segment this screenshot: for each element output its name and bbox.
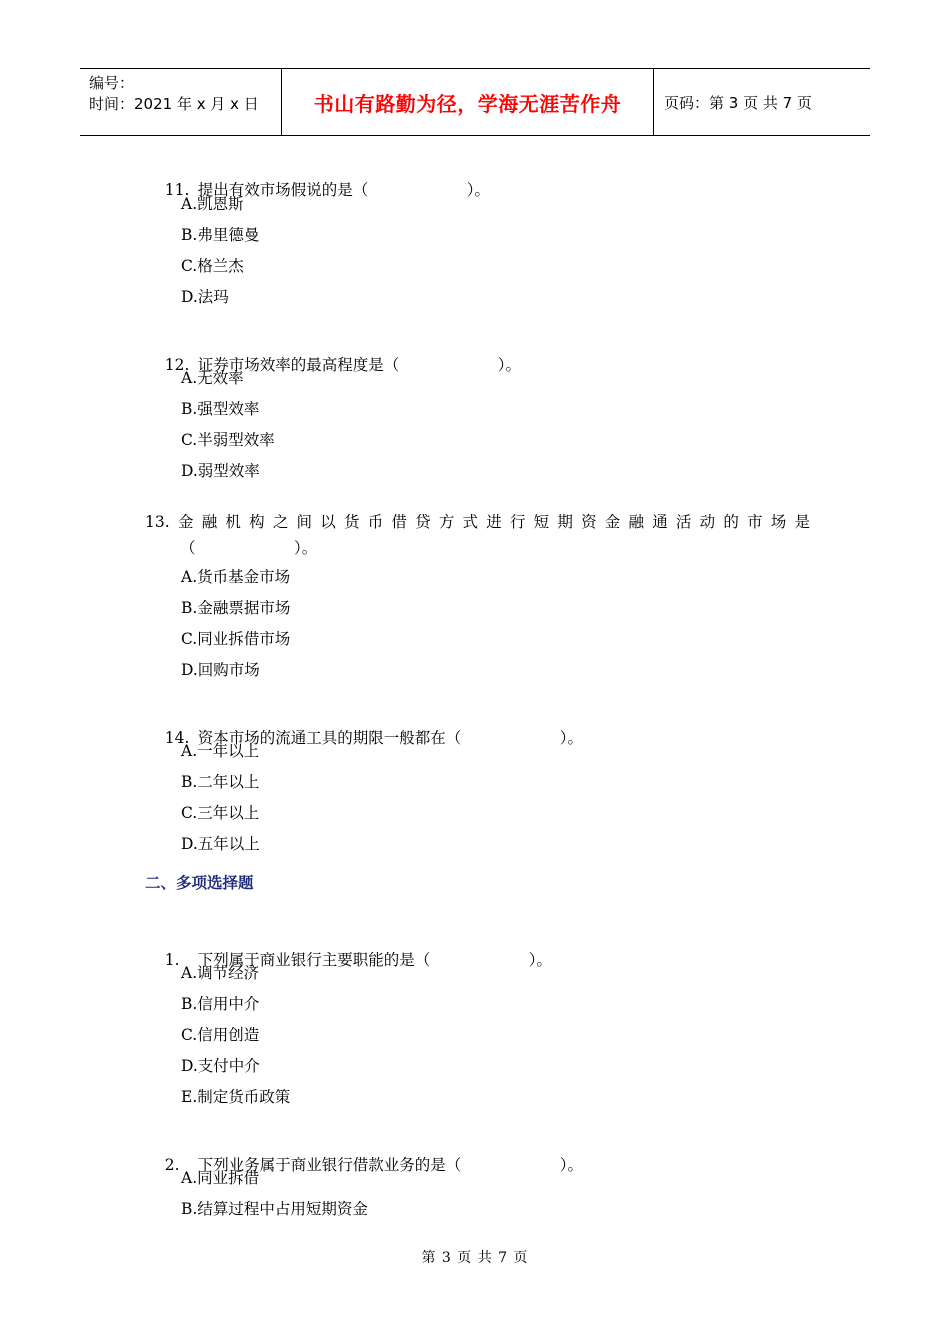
option: B.信用中介 <box>181 995 260 1013</box>
option: B.金融票据市场 <box>181 599 291 617</box>
option: A.同业拆借 <box>181 1169 260 1187</box>
question-text: 金融机构之间以货币借贷方式进行短期资金融通活动的市场是 <box>178 513 810 531</box>
option: A.调节经济 <box>181 964 260 982</box>
option: C.同业拆借市场 <box>181 630 291 648</box>
option: B.二年以上 <box>181 773 260 791</box>
question-number: 14. <box>164 729 190 747</box>
question-13 <box>145 509 810 561</box>
question-text: 下列属于商业银行主要职能的是（ ）。 <box>197 951 553 969</box>
header-meta <box>80 69 281 135</box>
page-footer: 第 3 页 共 7 页 <box>421 1250 529 1266</box>
option: D.弱型效率 <box>181 462 260 480</box>
option: D.回购市场 <box>181 661 260 679</box>
option: C.三年以上 <box>181 804 260 822</box>
question-number: 13. <box>145 513 170 531</box>
question-text: 下列业务属于商业银行借款业务的是（ ）。 <box>197 1156 584 1174</box>
option: A.无效率 <box>181 369 244 387</box>
question-number: 1. <box>164 951 180 969</box>
header-motto: 书山有路勤为径，学海无涯苦作舟 <box>281 69 654 135</box>
option: E.制定货币政策 <box>181 1088 291 1106</box>
question-number: 2. <box>164 1156 180 1174</box>
option: A.凯恩斯 <box>181 195 244 213</box>
header-page-label: 页码：第 3 页 共 7 页 <box>664 93 812 112</box>
question-text: 证券市场效率的最高程度是（ ）。 <box>197 356 522 374</box>
question-text-continued: （ ）。 <box>180 539 318 557</box>
option: B.强型效率 <box>181 400 260 418</box>
question-number: 12. <box>164 356 190 374</box>
page-header <box>80 68 870 136</box>
option: C.信用创造 <box>181 1026 260 1044</box>
section-title: 二、多项选择题 <box>145 874 254 892</box>
option: A.货币基金市场 <box>181 568 291 586</box>
question-text: 提出有效市场假说的是（ ）。 <box>197 181 491 199</box>
number-label: 编号： <box>89 74 135 92</box>
question-number: 11. <box>164 181 190 199</box>
option: B.结算过程中占用短期资金 <box>181 1200 368 1218</box>
option: C.格兰杰 <box>181 257 244 275</box>
option: A.一年以上 <box>181 742 260 760</box>
option: C.半弱型效率 <box>181 431 275 449</box>
option: D.法玛 <box>181 288 229 306</box>
time-label: 时间：2021 年 x 月 x 日 <box>89 95 259 113</box>
option: B.弗里德曼 <box>181 226 260 244</box>
question-text: 资本市场的流通工具的期限一般都在（ ）。 <box>197 729 584 747</box>
option: D.五年以上 <box>181 835 260 853</box>
option: D.支付中介 <box>181 1057 260 1075</box>
